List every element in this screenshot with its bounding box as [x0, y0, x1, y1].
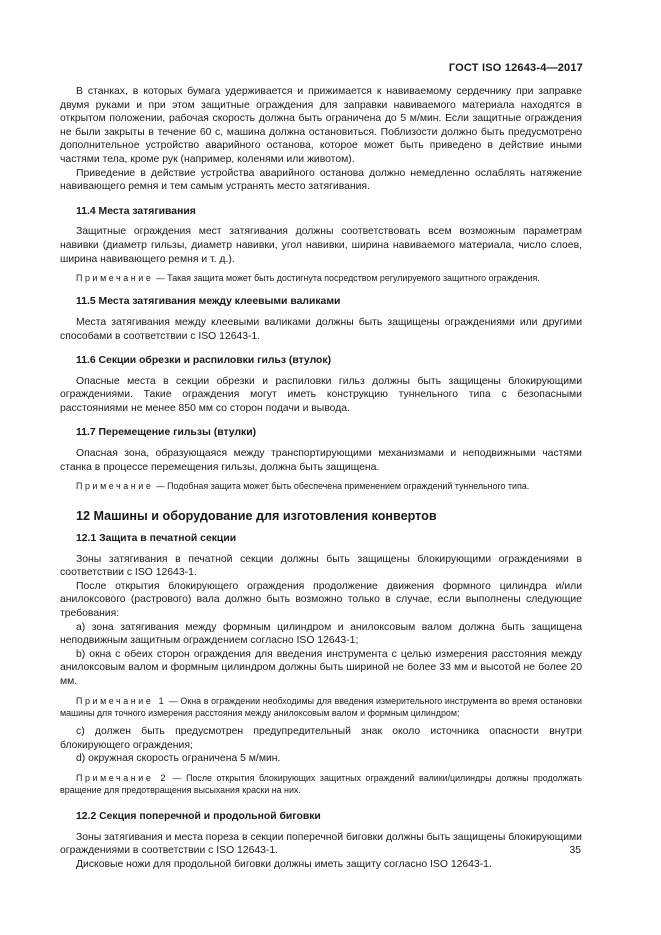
- note-label: Примечание: [76, 481, 154, 492]
- paragraph: Опасная зона, образующаяся между транспортирующими механизмами и неподвижными частями станка в процессе перемещения гильзы, должна быть защищена.: [60, 448, 582, 473]
- paragraph: Защитные ограждения мест затягивания должны соответствовать всем возможным параметрам навивки (диаметр гильзы, диаметр навивки, угол навивки, ширина навиваемого материала, число слоев, ширина навивающего ремня и т. д.).: [60, 226, 582, 265]
- note: [60, 772, 582, 796]
- paragraph: Зоны затягивания в печатной секции должны быть защищены блокирующими ограждениями в соответствии с ISO 12643-1.: [60, 553, 582, 579]
- page-body: [60, 85, 582, 872]
- note-label: Примечание 2: [76, 772, 169, 783]
- section-heading: 11.7 Перемещение гильзы (втулки): [76, 427, 257, 439]
- section-heading: 12.1 Защита в печатной секции: [76, 533, 237, 545]
- standard-header: ГОСТ ISO 12643-4—2017: [448, 62, 583, 74]
- note: [60, 272, 582, 284]
- section-heading: 11.5 Места затягивания между клеевыми валиками: [76, 296, 341, 308]
- chapter-heading: 12 Машины и оборудование для изготовления конвертов: [76, 509, 437, 524]
- note-text: — Окна в ограждении необходимы для введения измерительного инструмента во время остановки машины для точного измерения расстояния между анилоксовым валом и формным цилиндром;: [60, 695, 582, 718]
- note: [60, 480, 582, 492]
- list-item: а) зона затягивания между формным цилиндром и анилоксовым валом должна быть защищена неподвижным защитным ограждением согласно ISO 12643-1;: [60, 621, 582, 647]
- section-heading: 11.4 Места затягивания: [76, 205, 196, 217]
- paragraph: Места затягивания между клеевыми валиками должны быть защищены ограждениями или другими способами в соответствии с ISO 12643-1.: [60, 316, 582, 342]
- list-item: d) окружная скорость ограничена 5 м/мин.: [76, 753, 281, 765]
- paragraph: В станках, в которых бумага удерживается и прижимается к навиваемому сердечнику при заправке двумя руками и при этом защитные ограждения для заправки навиваемого материала находятся в открытом положении, рабочая скорость должна быть ограничена до 5 м/мин. Если защитные ограждения не были закрыты в течение 60 с, машина должна остановиться. Поблизости должно быть предусмотрено дополнительное устройство аварийного останова, которое может быть приведено в действие иными частями тела, кроме рук (например, коленями или животом).: [60, 86, 582, 165]
- section-heading: 12.2 Секция поперечной и продольной биговки: [76, 811, 321, 823]
- note: [60, 695, 582, 719]
- note-text: — Подобная защита может быть обеспечена применением ограждений туннельного типа.: [153, 481, 530, 492]
- section-heading: 11.6 Секции обрезки и распиловки гильз (втулок): [76, 355, 332, 367]
- list-item: b) окна с обеих сторон ограждения для введения инструмента с целью измерения расстояния между анилоксовым валом и формным цилиндром должны быть шириной не более 33 мм и высотой не более 20 мм.: [60, 648, 582, 687]
- note-text: — После открытия блокирующих защитных ограждений валики/цилиндры должны продолжать вращение для предотвращения высыхания краски на них.: [60, 772, 582, 795]
- paragraph: Приведение в действие устройства аварийного останова должно немедленно ослаблять натяжение навивающего ремня и тем самым устранять место затягивания.: [60, 167, 582, 193]
- list-item: c) должен быть предусмотрен предупредительный знак около источника опасности внутри блокирующего ограждения;: [60, 726, 582, 751]
- paragraph: Дисковые ножи для продольной биговки должны иметь защиту согласно ISO 12643-1.: [76, 858, 492, 870]
- paragraph: Зоны затягивания и места пореза в секции поперечной биговки должны быть защищены блокирующими ограждениями в соответствии с ISO 12643-1.: [60, 831, 582, 857]
- page-number: 35: [569, 845, 581, 856]
- note-label: Примечание: [76, 273, 154, 284]
- paragraph: После открытия блокирующего ограждения продолжение движения формного цилиндра и/или анилоксового (растрового) вала должно быть возможно только в случае, если выполнены следующие требования:: [60, 580, 582, 620]
- note-text: — Такая защита может быть достигнута посредством регулируемого защитного ограждения.: [153, 273, 540, 284]
- paragraph: Опасные места в секции обрезки и распиловки гильз должны быть защищены блокирующими ограждениями. Такие ограждения могут иметь конструкцию туннельного типа с безопасными расстояниями не менее 850 мм со сторон подачи и вывода.: [60, 375, 582, 414]
- note-label: Примечание 1: [76, 695, 167, 706]
